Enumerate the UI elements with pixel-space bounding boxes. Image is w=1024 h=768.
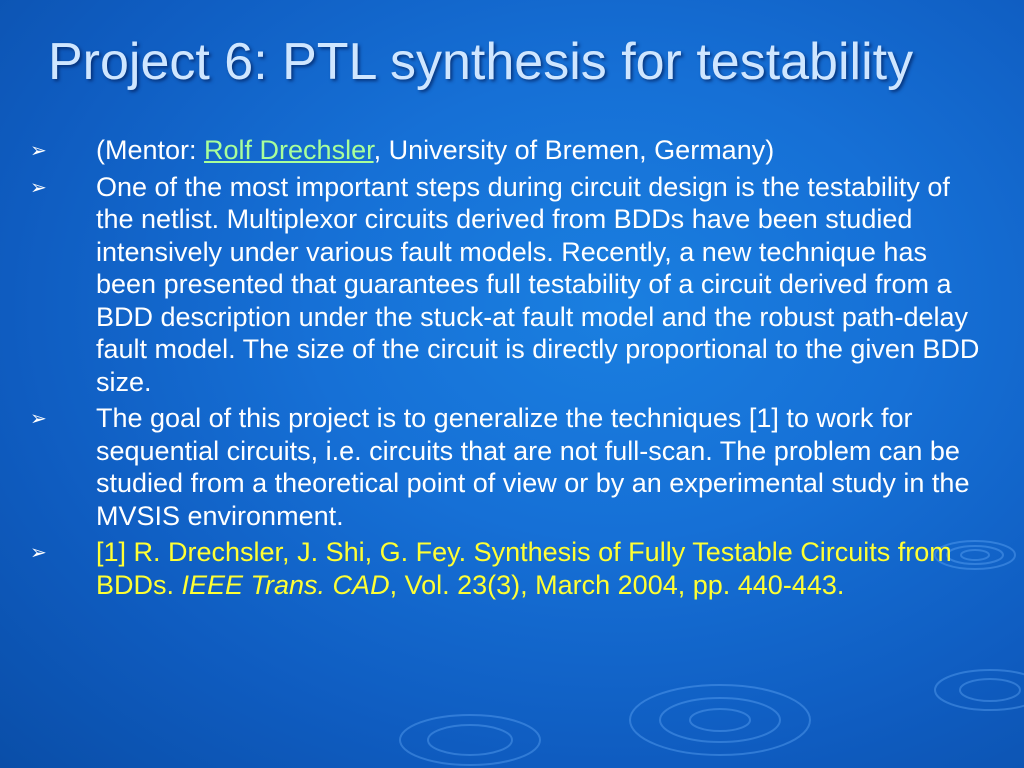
bullet-background	[30, 171, 990, 399]
mentor-link[interactable]: Rolf Drechsler	[204, 135, 374, 165]
bullet-text: The goal of this project is to generalize the techniques [1] to work for sequential circuits, i.e. circuits that are not full-scan. The problem can be studied from a theoretical point of view or by an experimental study in the MVSIS environment.	[96, 403, 970, 531]
reference-journal: IEEE Trans. CAD	[181, 569, 390, 600]
bullet-list	[30, 134, 990, 605]
bullet-goal	[30, 402, 990, 532]
reference-details: , Vol. 23(3), March 2004, pp. 440-443.	[389, 569, 845, 600]
bullet-mentor	[30, 134, 990, 167]
arrow-bullet-icon: ➢	[30, 140, 47, 162]
reference-text: [1] R. Drechsler, J. Shi, G. Fey. Synthesis of Fully Testable Circuits from BDDs.	[96, 537, 952, 600]
bullet-reference	[30, 536, 990, 601]
slide-title: Project 6: PTL synthesis for testability	[48, 33, 914, 91]
arrow-bullet-icon: ➢	[30, 542, 47, 564]
bullet-text: One of the most important steps during circuit design is the testability of the netlist. Multiplexor circuits derived from BDDs have been studied intensively under various fault models. Recently, a new technique has been presented that guarantees full testability of a circuit derived from a BDD description under the stuck-at fault model and the robust path-delay fault model. The size of the circuit is directly proportional to the given BDD size.	[96, 171, 980, 397]
mentor-suffix: , University of Bremen, Germany)	[373, 135, 775, 165]
arrow-bullet-icon: ➢	[30, 176, 47, 199]
mentor-prefix: (Mentor:	[96, 135, 205, 165]
arrow-bullet-icon: ➢	[30, 408, 47, 430]
